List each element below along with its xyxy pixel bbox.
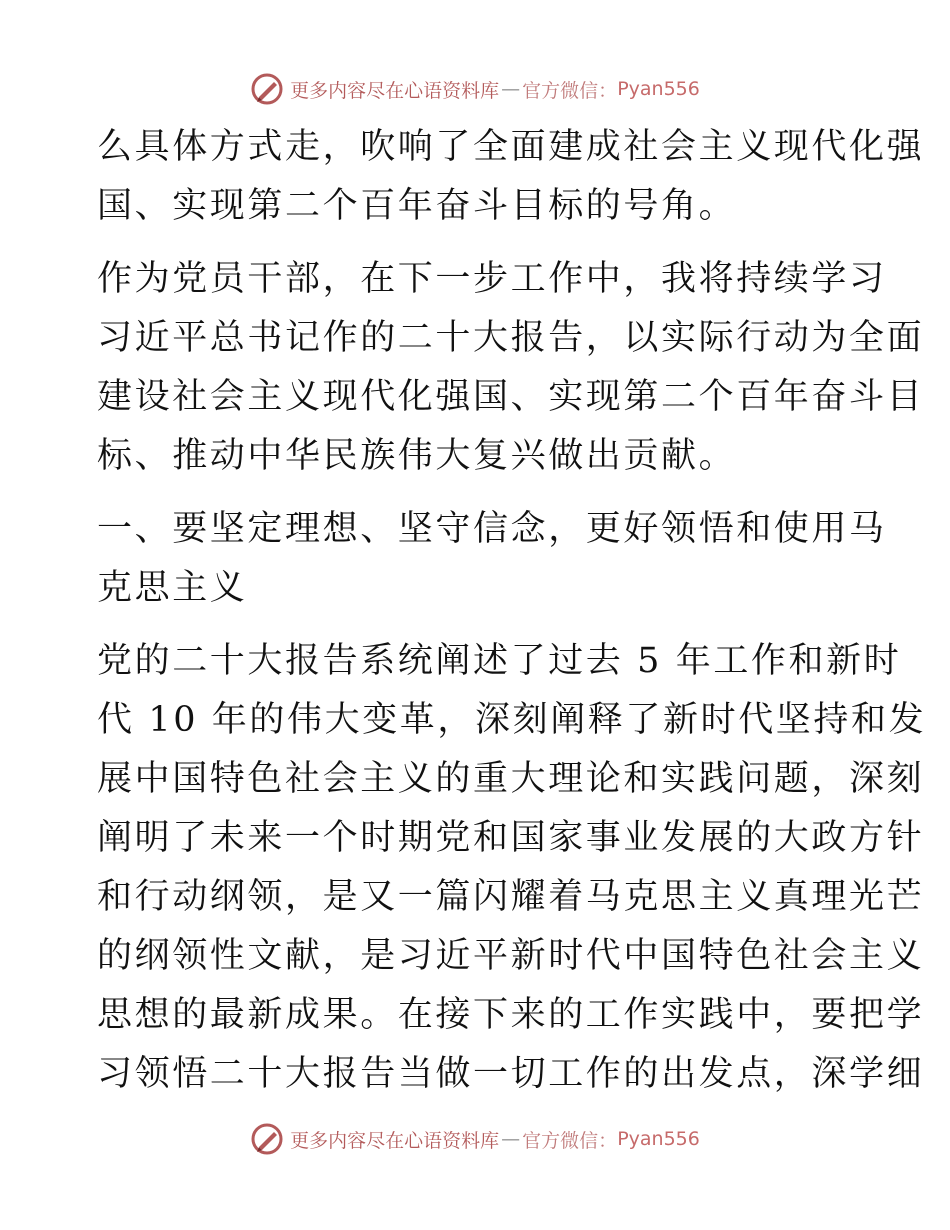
paragraph (97, 250, 925, 486)
banner-separator: — (501, 1128, 521, 1150)
footer-banner (0, 1122, 950, 1156)
document-body (97, 118, 927, 1104)
text-line: 习领悟二十大报告当做一切工作的出发点，深学细 (97, 1054, 925, 1094)
text-line: 习近平总书记作的二十大报告，以实际行动为全面 (97, 318, 925, 358)
text-line: 阐明了未来一个时期党和国家事业发展的大政方针 (97, 818, 925, 858)
text-line: 克思主义 (97, 568, 248, 608)
text-line: 的纲领性文献，是习近平新时代中国特色社会主义 (97, 936, 925, 976)
banner-account: Pyan556 (617, 1128, 700, 1150)
text-line: 国、实现第二个百年奋斗目标的号角。 (97, 186, 737, 226)
pen-logo-icon (250, 72, 284, 106)
section-heading (97, 500, 887, 618)
text-line: 和行动纲领，是又一篇闪耀着马克思主义真理光芒 (97, 877, 925, 917)
text-line: 一、要坚定理想、坚守信念，更好领悟和使用马 (97, 509, 887, 549)
text-line: 党的二十大报告系统阐述了过去 5 年工作和新时 (97, 641, 902, 681)
header-banner (0, 72, 950, 106)
banner-wechat-label: 官方微信： (522, 1129, 618, 1152)
banner-brand: 更多内容尽在心语资料库 (290, 79, 500, 102)
banner-account: Pyan556 (617, 78, 700, 100)
text-line: 作为党员干部，在下一步工作中，我将持续学习 (97, 259, 887, 299)
text-line: 建设社会主义现代化强国、实现第二个百年奋斗目 (97, 377, 925, 417)
text-line: 么具体方式走，吹响了全面建成社会主义现代化强 (97, 127, 925, 167)
banner-wechat-label: 官方微信： (522, 79, 618, 102)
pen-logo-icon (250, 1122, 284, 1156)
banner-brand: 更多内容尽在心语资料库 (290, 1129, 500, 1152)
paragraph (97, 632, 927, 1104)
text-line: 代 10 年的伟大变革，深刻阐释了新时代坚持和发 (97, 700, 927, 740)
text-line: 展中国特色社会主义的重大理论和实践问题，深刻 (97, 759, 925, 799)
banner-separator: — (501, 78, 521, 100)
text-line: 思想的最新成果。在接下来的工作实践中，要把学 (97, 995, 925, 1035)
paragraph (97, 118, 925, 236)
text-line: 标、推动中华民族伟大复兴做出贡献。 (97, 436, 737, 476)
